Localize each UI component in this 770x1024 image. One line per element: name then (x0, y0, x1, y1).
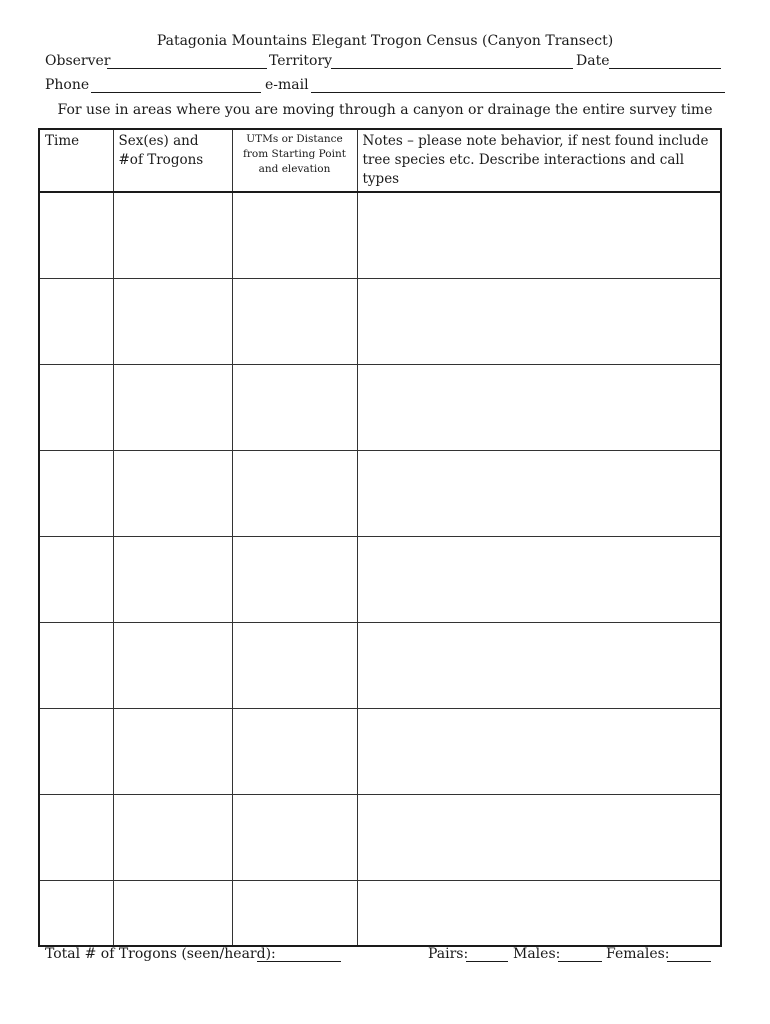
utm-distance-cell[interactable] (232, 881, 357, 947)
header-sex-count: Sex(es) and #of Trogons (113, 129, 232, 192)
observer-field[interactable] (107, 53, 267, 69)
territory-field[interactable] (331, 53, 573, 69)
date-label: Date (576, 53, 610, 69)
sex-count-cell[interactable] (113, 451, 232, 537)
sex-count-cell[interactable] (113, 365, 232, 451)
time-cell[interactable] (39, 795, 113, 881)
notes-cell[interactable] (357, 709, 721, 795)
females-label: Females: (606, 946, 670, 962)
males-label: Males: (513, 946, 561, 962)
table-row (39, 192, 721, 279)
notes-cell[interactable] (357, 881, 721, 947)
table-row (39, 365, 721, 451)
pairs-field[interactable] (466, 946, 508, 962)
utm-distance-cell[interactable] (232, 451, 357, 537)
total-field[interactable] (257, 946, 341, 962)
utm-distance-cell[interactable] (232, 279, 357, 365)
sex-count-cell[interactable] (113, 623, 232, 709)
sex-count-cell[interactable] (113, 709, 232, 795)
males-field[interactable] (558, 946, 602, 962)
utm-distance-cell[interactable] (232, 795, 357, 881)
sex-count-cell[interactable] (113, 537, 232, 623)
utm-distance-cell[interactable] (232, 623, 357, 709)
notes-cell[interactable] (357, 623, 721, 709)
time-cell[interactable] (39, 279, 113, 365)
sex-count-cell[interactable] (113, 192, 232, 279)
time-cell[interactable] (39, 881, 113, 947)
phone-label: Phone (45, 77, 90, 93)
time-cell[interactable] (39, 537, 113, 623)
totals-row (45, 946, 725, 966)
utm-distance-cell[interactable] (232, 192, 357, 279)
notes-cell[interactable] (357, 537, 721, 623)
females-field[interactable] (667, 946, 711, 962)
sex-count-cell[interactable] (113, 279, 232, 365)
notes-cell[interactable] (357, 451, 721, 537)
utm-distance-cell[interactable] (232, 709, 357, 795)
time-cell[interactable] (39, 709, 113, 795)
header-utm-distance: UTMs or Distance from Starting Point and elevation (232, 129, 357, 192)
email-label: e-mail (265, 77, 309, 93)
utm-distance-cell[interactable] (232, 537, 357, 623)
utm-distance-cell[interactable] (232, 365, 357, 451)
notes-cell[interactable] (357, 192, 721, 279)
total-label: Total # of Trogons (seen/heard): (45, 946, 276, 962)
sex-count-cell[interactable] (113, 881, 232, 947)
table-row (39, 881, 721, 947)
date-field[interactable] (609, 53, 721, 69)
sex-count-cell[interactable] (113, 795, 232, 881)
notes-cell[interactable] (357, 365, 721, 451)
census-table (38, 128, 722, 947)
pairs-label: Pairs: (428, 946, 469, 962)
form-title: Patagonia Mountains Elegant Trogon Census (Canyon Transect) (156, 33, 614, 49)
notes-cell[interactable] (357, 795, 721, 881)
observer-row (45, 53, 725, 73)
table-row (39, 451, 721, 537)
contact-row (45, 77, 725, 97)
time-cell[interactable] (39, 451, 113, 537)
table-row (39, 795, 721, 881)
table-row (39, 709, 721, 795)
instruction-text: For use in areas where you are moving through a canyon or drainage the entire survey time (57, 102, 713, 118)
time-cell[interactable] (39, 192, 113, 279)
territory-label: Territory (269, 53, 333, 69)
time-cell[interactable] (39, 365, 113, 451)
table-row (39, 537, 721, 623)
email-field[interactable] (311, 77, 725, 93)
observer-label: Observer (45, 53, 111, 69)
table-row (39, 623, 721, 709)
time-cell[interactable] (39, 623, 113, 709)
header-notes: Notes – please note behavior, if nest found include tree species etc. Describe interactions and call types (357, 129, 721, 192)
table-row (39, 279, 721, 365)
phone-field[interactable] (91, 77, 261, 93)
notes-cell[interactable] (357, 279, 721, 365)
header-time: Time (39, 129, 113, 192)
table-header-row (39, 129, 721, 192)
